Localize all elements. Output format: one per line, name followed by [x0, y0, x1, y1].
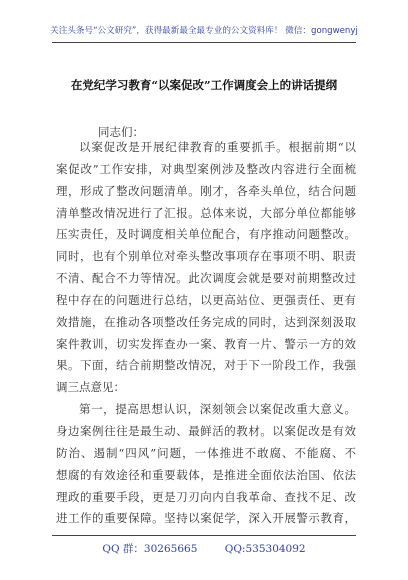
header-note: 关注头条号“公文研究”，获得最新最全最专业的公文资料库！ 微信：gongwenyj [50, 26, 358, 36]
footer-qq: QQ:535304092 [224, 543, 306, 555]
footer [0, 541, 408, 556]
body-line: 压实责任，及时调度相关单位配合，有序推动问题整改。 [56, 227, 356, 242]
body-line: 进工作的重要保障。坚持以案促学，深入开展警示教育， [56, 511, 356, 526]
footer-divider [52, 535, 356, 536]
body-line: 调三点意见： [56, 380, 125, 395]
body-line: 理政的重要手段，更是刀刃向内自我革命、查找不足、改 [56, 489, 356, 504]
body-line: 程中存在的问题进行总结，以更高站位、更强责任、更有 [56, 292, 356, 307]
body-line: 同时，也有个别单位对牵头整改事项存在事项不明、职责 [56, 249, 356, 264]
document-title: 在党纪学习教育“以案促改”工作调度会上的讲话提纲 [70, 78, 338, 92]
body-line: 防治、遏制“四风”问题，一体推进不敢腐、不能腐、不 [56, 445, 356, 460]
body-line: 以案促改是开展纪律教育的重要抓手。根据前期“以 [79, 140, 356, 154]
body-line: 不清、配合不力等情况。此次调度会就是要对前期整改过 [56, 271, 356, 286]
body-line: 案件教训，切实发挥查办一案、教育一片、警示一方的效 [56, 336, 356, 351]
body-line: 身边案例往往是最生动、最鲜活的教材。以案促改是有效 [56, 423, 356, 438]
header-divider [52, 42, 356, 43]
body-line: 第一，提高思想认识，深刻领会以案促改重大意义。 [79, 402, 356, 417]
body-line: 想腐的有效途径和重要载体，是推进全面依法治国、依法 [56, 467, 356, 482]
body-line: 案促改”工作安排，对典型案例涉及整改内容进行全面梳 [56, 161, 356, 176]
salutation: 同志们： [98, 125, 144, 139]
body-line: 清单整改情况进行了汇报。总体来说，大部分单位都能够 [56, 205, 356, 220]
body-line: 果。下面，结合前期整改情况，对于下一阶段工作，我强 [56, 358, 356, 373]
body-line: 理，形成了整改问题清单。刚才，各牵头单位，结合问题 [56, 183, 356, 198]
body-line: 效措施，在推动各项整改任务完成的同时，达到深刻汲取 [56, 314, 356, 329]
body-text [56, 137, 356, 530]
footer-qq-group: QQ 群：30265665 [102, 543, 198, 555]
